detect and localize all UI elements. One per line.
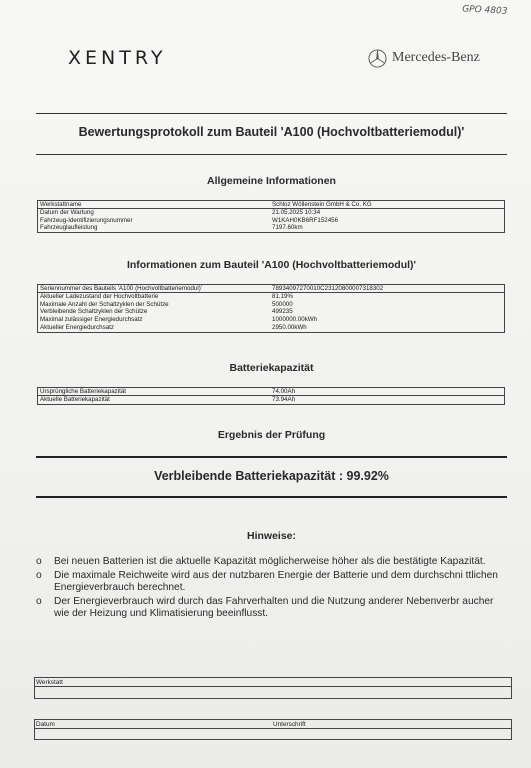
divider xyxy=(36,154,507,155)
mercedes-star-icon xyxy=(368,49,387,68)
hints-title: Hinweise: xyxy=(246,530,296,542)
workshop-box xyxy=(34,677,512,699)
section-title-component: Informationen zum Bauteil 'A100 (Hochvoltbatteriemodul)' xyxy=(126,259,417,271)
row-value: 73.94Ah xyxy=(272,395,296,403)
row-value: 499235 xyxy=(272,308,293,316)
row-value: 500000 xyxy=(272,300,293,308)
row-value: 1000000.00kWh xyxy=(272,316,318,324)
list-item xyxy=(36,556,511,569)
result-text: Verbleibende Batteriekapazität : 99.92% xyxy=(154,469,389,483)
component-info-table xyxy=(37,284,505,333)
bullet-marker: o xyxy=(36,556,42,567)
row-label: Werkstattname xyxy=(40,201,82,208)
table-row xyxy=(38,217,504,225)
table-row xyxy=(38,285,504,293)
row-label: Seriennummer des Bauteils 'A100 (Hochvoltbatteriemodul)' xyxy=(40,285,202,292)
signature-box xyxy=(34,719,512,740)
document-title: Bewertungsprotokoll zum Bauteil 'A100 (Hochvoltbatteriemodul)' xyxy=(78,125,465,139)
row-label: Fahrzeuglaufleistung xyxy=(40,224,98,232)
handwritten-note: GPO 4803 xyxy=(461,4,508,17)
hint-text: Der Energieverbrauch wird durch das Fahrverhalten und die Nutzung anderer Nebenverbr aucher wie der Heizung und Klimatisierung beeinflusst. xyxy=(54,595,494,620)
list-item xyxy=(36,596,511,621)
hints-list xyxy=(36,556,511,622)
mercedes-logo xyxy=(368,47,480,69)
xentry-logo: XENTRY xyxy=(68,47,167,69)
table-row xyxy=(38,324,504,332)
row-label: Fahrzeug-Identifizierungsnummer xyxy=(40,216,133,224)
divider xyxy=(36,456,507,458)
row-label: Ursprüngliche Batteriekapazität xyxy=(40,388,126,395)
row-label: Datum der Wartung xyxy=(40,208,94,216)
hint-text: Die maximale Reichweite wird aus der nutzbaren Energie der Batterie und dem durchschni ttlichen Energieverbrauch berechnet. xyxy=(54,569,498,594)
row-value: 78934097270010C23120800007318302 xyxy=(272,285,384,292)
table-row xyxy=(38,308,504,316)
table-row xyxy=(38,396,504,404)
table-row xyxy=(38,388,504,396)
section-title-general: Allgemeine Informationen xyxy=(207,175,336,187)
row-label: Maximale Anzahl der Schaltzyklen der Schütze xyxy=(40,300,169,308)
row-value: Schloz Wöllenstein GmbH & Co. KG xyxy=(272,201,372,208)
divider xyxy=(35,686,511,687)
section-title-result: Ergebnis der Prüfung xyxy=(217,429,326,441)
divider xyxy=(36,113,507,114)
row-value: 2950.00kWh xyxy=(272,323,307,331)
section-title-capacity: Batteriekapazität xyxy=(229,362,314,374)
row-label: Maximal zulässiger Energiedurchsatz xyxy=(40,316,143,324)
table-row xyxy=(38,301,504,309)
row-label: Verbleibende Schaltzyklen der Schütze xyxy=(40,308,148,316)
table-row xyxy=(38,209,504,217)
divider xyxy=(36,496,507,498)
general-info-table xyxy=(37,200,505,233)
signature-label: Unterschrift xyxy=(273,721,306,728)
table-row xyxy=(38,224,504,232)
hint-text: Bei neuen Batterien ist die aktuelle Kapazität möglicherweise höher als die bestätigte Kapazität. xyxy=(54,556,486,567)
row-value: 81.19% xyxy=(272,292,293,300)
table-row xyxy=(38,201,504,209)
capacity-info-table xyxy=(37,387,505,405)
row-value: 21.05.2025 10:34 xyxy=(272,208,321,216)
row-value: W1KAH0KB6RF152456 xyxy=(272,216,339,224)
bullet-marker: o xyxy=(36,569,42,581)
workshop-label: Werkstatt xyxy=(36,679,63,686)
row-label: Aktueller Ladezustand der Hochvoltbatterie xyxy=(40,292,159,300)
row-label: Aktuelle Batteriekapazität xyxy=(40,395,110,403)
table-row xyxy=(38,293,504,301)
table-row xyxy=(38,316,504,324)
row-value: 7197.60km xyxy=(272,224,303,232)
list-item xyxy=(36,570,511,595)
divider xyxy=(35,728,511,729)
row-label: Aktueller Energiedurchsatz xyxy=(40,323,114,331)
row-value: 74.00Ah xyxy=(272,388,296,395)
bullet-marker: o xyxy=(36,595,42,607)
date-label: Datum xyxy=(36,721,55,728)
mercedes-wordmark: Mercedes-Benz xyxy=(392,50,480,65)
